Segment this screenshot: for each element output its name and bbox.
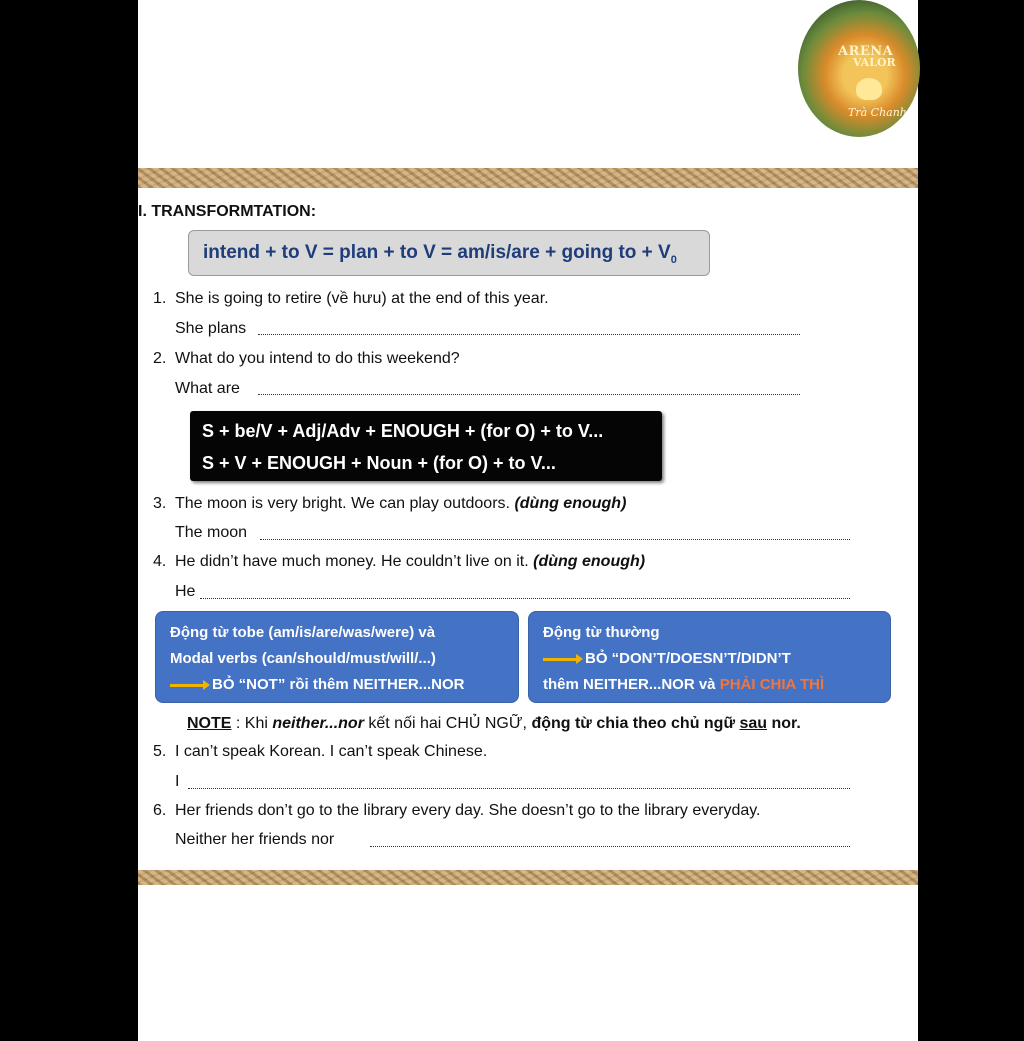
answer-1-line[interactable] [258,334,800,335]
formula-main: intend + to V = plan + to V = am/is/are + going to + V [203,242,671,263]
question-2-text: What do you intend to do this weekend? [175,350,460,367]
question-2-number: 2. [153,350,167,367]
question-4-line [175,553,645,571]
ordinary-verb-rule-box [528,611,891,703]
tobe-modal-rule-box [155,611,519,703]
question-3-hint: (dùng enough) [514,495,627,512]
worksheet-content [138,0,918,1041]
question-5-text: I can’t speak Korean. I can’t speak Chinese. [175,743,488,760]
logo-text-top: ARENA [838,44,894,59]
answer-6-line[interactable] [370,846,850,847]
answer-5-line[interactable] [188,788,850,789]
answer-6-start: Neither her friends nor [175,831,335,848]
enough-formula-2: S + V + ENOUGH + Noun + (for O) + to V... [202,453,556,473]
note-part-3: kết nối hai CHỦ NGỮ, [363,715,532,732]
answer-5-start: I [175,773,180,790]
question-6-text: Her friends don’t go to the library every day. She doesn’t go to the library everyday. [175,802,761,819]
verb-rule-highlight: PHẢI CHIA THÌ [719,676,825,693]
question-5-number: 5. [153,743,167,760]
question-1-text: She is going to retire (về hưu) at the end of this year. [175,290,549,307]
formula-box-intend [188,230,710,276]
answer-2-start: What are [175,380,240,397]
verb-rule-action: BỎ “DON’T/DOESN’T/DIDN’T [585,650,791,667]
note-part-1: : Khi [231,715,273,732]
answer-3-start: The moon [175,524,248,541]
note-part-4: động từ chia theo chủ ngữ [531,715,740,732]
note-part-5: sau [739,715,768,732]
tobe-rule-action: BỎ “NOT” rồi thêm NEITHER...NOR [212,676,465,693]
tobe-rule-line-2: Modal verbs (can/should/must/will/...) [170,650,436,667]
arrow-right-icon [170,684,204,687]
arrow-right-icon [543,658,577,661]
note-part-2: neither...nor [272,715,364,732]
answer-2-line[interactable] [258,394,800,395]
question-3-number: 3. [153,495,167,512]
enough-formula-1: S + be/V + Adj/Adv + ENOUGH + (for O) + to V... [202,421,604,441]
answer-4-start: He [175,583,196,600]
verb-rule-line-1: Động từ thường [543,624,660,641]
note-line [187,715,801,733]
tobe-rule-line-3 [170,672,518,698]
logo-text-bottom: Trà Chanh [848,106,907,119]
question-1-number: 1. [153,290,167,307]
formula-box-enough [190,411,662,481]
logo-text-middle: VALOR [853,56,896,69]
question-3-line [175,495,626,513]
formula-subscript: 0 [670,253,677,266]
verb-rule-line-3 [543,672,890,698]
question-6-number: 6. [153,802,167,819]
tobe-rule-line-1: Động từ tobe (am/is/are/was/were) và [170,624,436,641]
question-3-text: The moon is very bright. We can play outdoors. [175,495,510,512]
note-label: NOTE [187,715,232,732]
section-heading: I. TRANSFORMTATION: [138,203,317,220]
verb-rule-text: thêm NEITHER...NOR và [543,676,720,693]
verb-rule-line-2 [543,646,890,672]
question-4-number: 4. [153,553,167,570]
answer-1-start: She plans [175,320,247,337]
answer-3-line[interactable] [260,539,850,540]
formula-text [203,242,677,266]
note-part-6: nor. [767,715,801,732]
question-4-text: He didn’t have much money. He couldn’t live on it. [175,553,529,570]
question-4-hint: (dùng enough) [533,553,646,570]
answer-4-line[interactable] [200,598,850,599]
